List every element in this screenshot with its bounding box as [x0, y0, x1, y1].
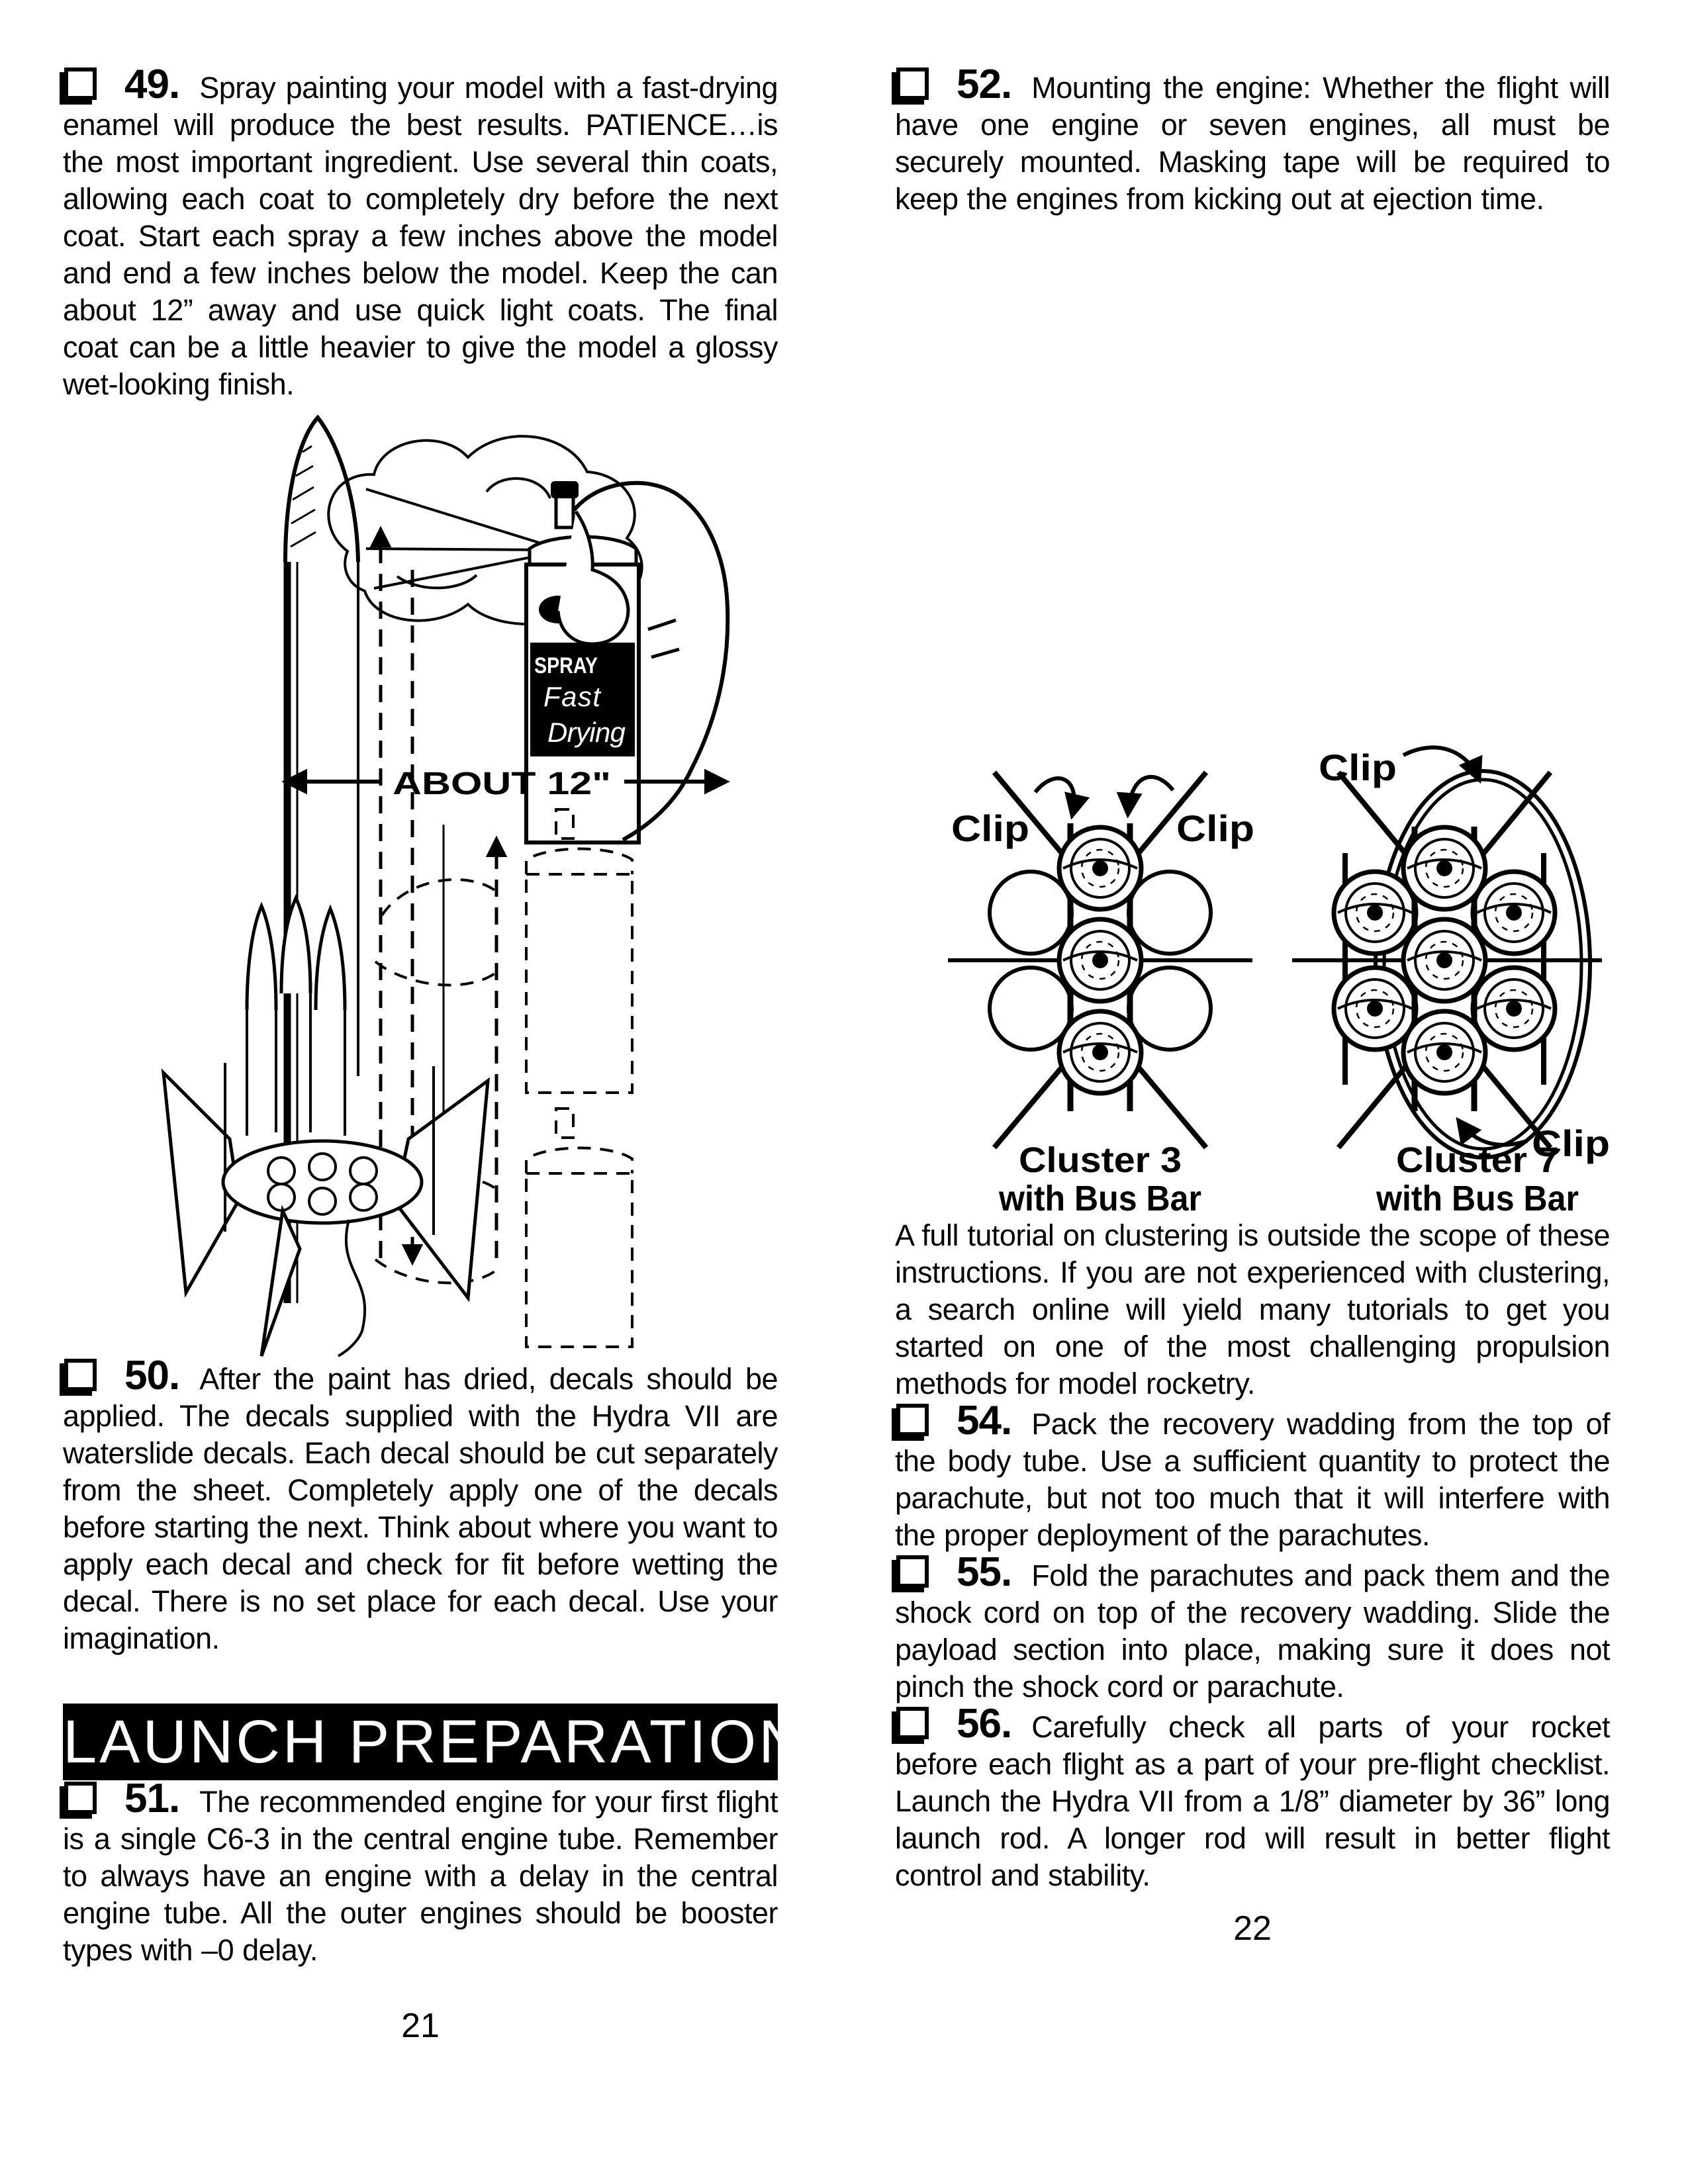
rocket-fin-can-icon	[164, 898, 488, 1356]
section-heading-launch-preparation: LAUNCH PREPARATION	[63, 1704, 778, 1780]
step-52-checkbox-icon	[896, 68, 929, 100]
page-21-column	[63, 62, 806, 2046]
step-55-number: 55.	[957, 1549, 1012, 1595]
can-tagline-line1: Fast	[543, 681, 600, 712]
cluster-7-diagram	[1292, 747, 1610, 1217]
step-51	[63, 1776, 778, 1969]
clip-label: Clip	[1176, 807, 1254, 849]
step-54	[895, 1398, 1610, 1554]
cluster-wiring-drawing	[895, 714, 1610, 1217]
step-50-text: After the paint has dried, decals should be applied. The decals supplied with the Hydra VII are waterslide decals. Each decal should be cut separately from the sheet. Completely apply one of the decals before starting the next. Think about where you want to apply each decal and check for fit before wetting the decal. There is no set place for each decal. Use your imagination.	[63, 1362, 778, 1655]
step-52	[895, 62, 1610, 218]
can-tagline-line2: Drying	[547, 717, 626, 748]
distance-dimension	[287, 766, 725, 801]
step-49-checkbox-icon	[64, 68, 97, 100]
cluster-7-caption-line2: with Bus Bar	[1376, 1179, 1579, 1217]
step-55	[895, 1549, 1610, 1706]
step-54-number: 54.	[957, 1398, 1012, 1443]
step-56-text: Carefully check all parts of your rocket before each flight as a part of your pre-flight checklist. Launch the Hydra VII from a 1/8” diameter by 36” long launch rod. A longer rod will result in better flight control and stability.	[895, 1710, 1610, 1892]
step-51-text: The recommended engine for your first flight is a single C6-3 in the central engine tube. Remember to always have an engine with a delay in the central engine tube. All the outer engines should be booster types with –0 delay.	[63, 1785, 778, 1967]
step-52-number: 52.	[957, 62, 1012, 107]
step-54-checkbox-icon	[896, 1404, 929, 1436]
distance-label: ABOUT 12"	[393, 766, 611, 801]
step-56-number: 56.	[957, 1701, 1012, 1747]
can-brand-label: SPRAY	[534, 653, 598, 678]
page-number-21: 21	[401, 2007, 440, 2045]
clip-label: Clip	[951, 807, 1029, 849]
step-52-text: Mounting the engine: Whether the flight will have one engine or seven engines, all must be securely mounted. Masking tape will be required to keep the engines from kicking out at ejection time.	[895, 71, 1610, 216]
step-51-checkbox-icon	[64, 1782, 97, 1814]
step-49-number: 49.	[124, 62, 180, 107]
clustering-note: A full tutorial on clustering is outside the scope of these instructions. If you are not experienced with clustering, a search online will yield many tutorials to get you started on one of the most challenging propulsion methods for model rocketry.	[895, 1218, 1610, 1400]
page-22-column	[895, 62, 1610, 1948]
step-55-checkbox-icon	[896, 1555, 929, 1588]
step-56-checkbox-icon	[896, 1707, 929, 1739]
step-50-number: 50.	[124, 1353, 180, 1398]
cluster-3-diagram	[948, 772, 1254, 1217]
cluster-3-caption-line1: Cluster 3	[1019, 1140, 1182, 1180]
step-54-text: Pack the recovery wadding from the top of the body tube. Use a sufficient quantity to protect the parachute, but not too much that it will interfere with the proper deployment of the parachutes.	[895, 1407, 1610, 1552]
spray-painting-illustration	[63, 411, 778, 1357]
step-51-number: 51.	[124, 1776, 180, 1821]
cluster-7-caption-line1: Cluster 7	[1396, 1140, 1559, 1180]
engine-cluster-illustration	[895, 714, 1610, 1217]
cluster-3-caption-line2: with Bus Bar	[998, 1179, 1201, 1217]
page-number-22: 22	[1233, 1909, 1272, 1948]
step-49-text: Spray painting your model with a fast-drying enamel will produce the best results. PATIENCE…is the most important ingredient. Use several thin coats, allowing each coat to completely dry before the next coat. Start each spray a few inches above the model and end a few inches below the model. Keep the can about 12” away and use quick light coats. The final coat can be a little heavier to give the model a glossy wet-looking finish.	[63, 71, 778, 401]
spray-painting-drawing	[63, 411, 778, 1357]
step-56	[895, 1701, 1610, 1894]
clip-label: Clip	[1319, 747, 1397, 788]
step-49	[63, 62, 778, 403]
step-55-text: Fold the parachutes and pack them and the shock cord on top of the recovery wadding. Slide the payload section into place, making sure it does not pinch the shock cord or parachute.	[895, 1559, 1610, 1704]
clip-label: Clip	[1532, 1122, 1610, 1164]
step-50-checkbox-icon	[64, 1359, 97, 1391]
step-50	[63, 1353, 778, 1657]
